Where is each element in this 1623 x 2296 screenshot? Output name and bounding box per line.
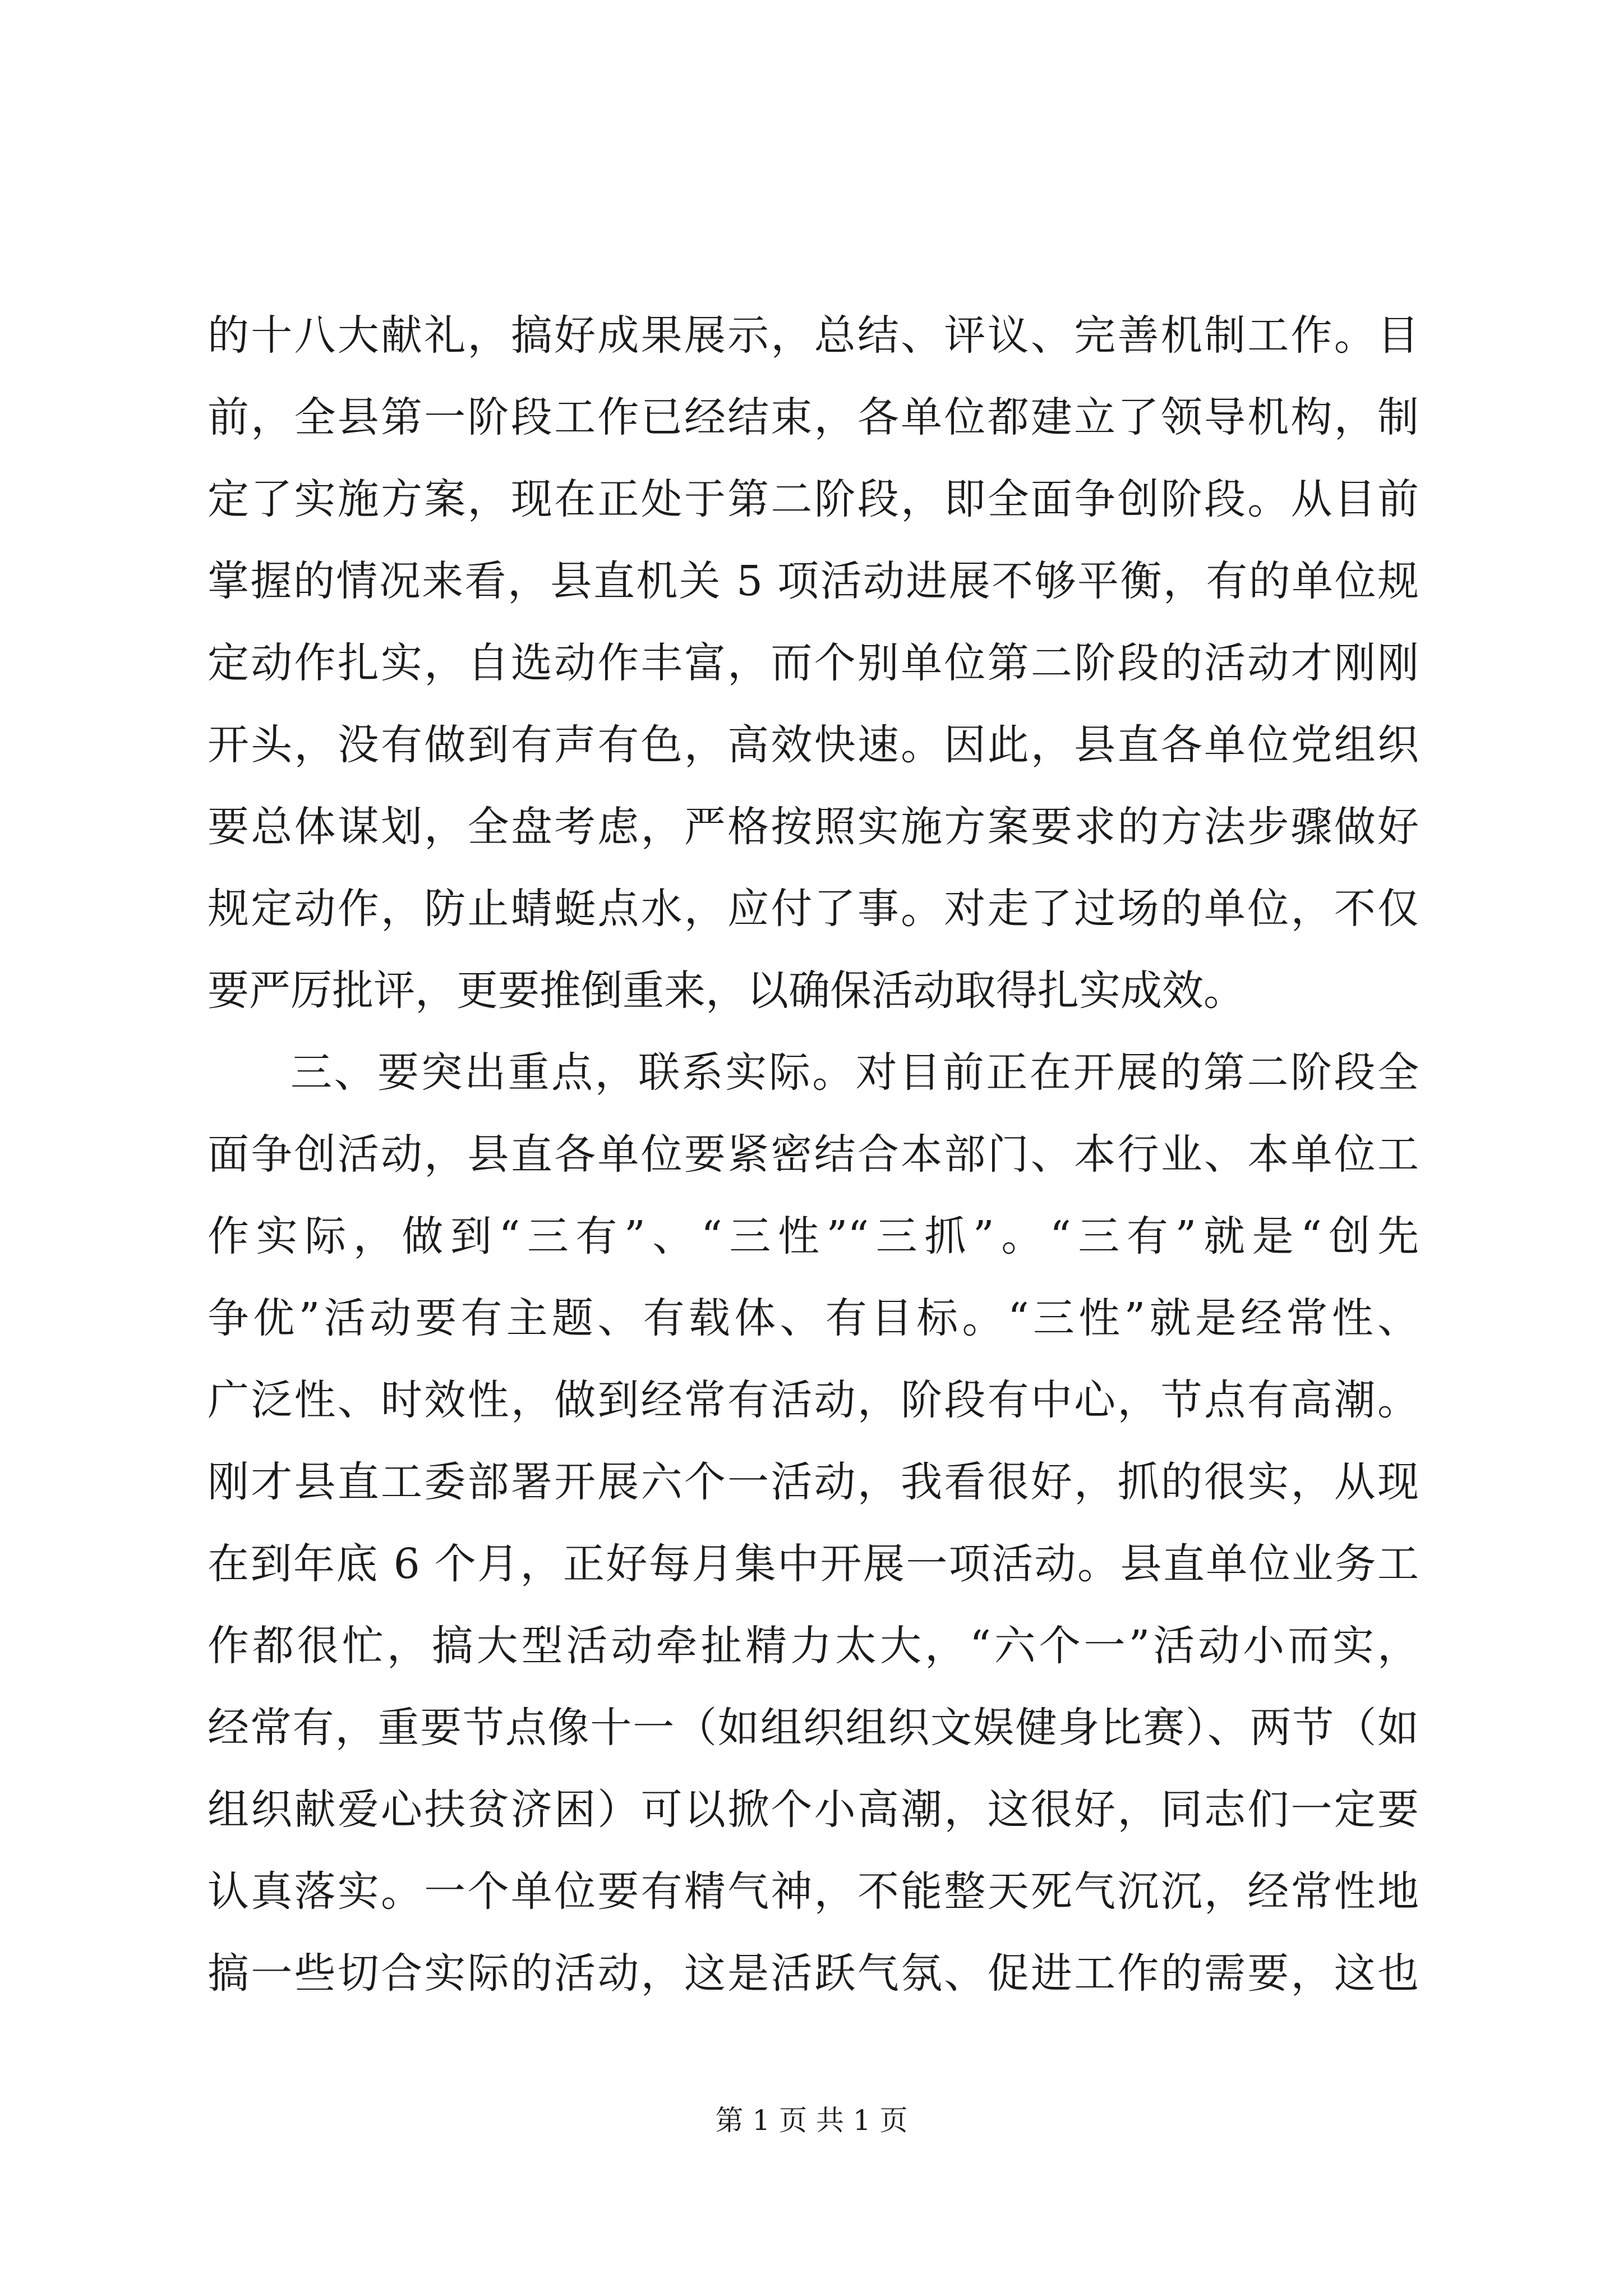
- text-line-3: 定了实施方案，现在正处于第二阶段，即全面争创阶段。从目前: [208, 475, 1419, 523]
- text-line-15: 刚才县直工委部署开展六个一活动，我看很好，抓的很实，从现: [208, 1458, 1419, 1506]
- text-line-4: 掌握的情况来看，县直机关 5 项活动进展不够平衡，有的单位规: [208, 557, 1419, 605]
- text-line-16: 在到年底 6 个月，正好每月集中开展一项活动。县直单位业务工: [208, 1540, 1419, 1588]
- text-line-9: 要严厉批评，更要推倒重来，以确保活动取得扎实成效。: [208, 967, 1245, 1015]
- text-line-2: 前，全县第一阶段工作已经结束，各单位都建立了领导机构，制: [208, 393, 1419, 441]
- text-line-8: 规定动作，防止蜻蜓点水，应付了事。对走了过场的单位，不仅: [208, 885, 1419, 933]
- text-line-13: 争优”活动要有主题、有载体、有目标。“三性”就是经常性、: [208, 1294, 1419, 1342]
- text-line-1: 的十八大献礼，搞好成果展示，总结、评议、完善机制工作。目: [208, 311, 1419, 360]
- text-line-17: 作都很忙，搞大型活动牵扯精力太大，“六个一”活动小而实，: [208, 1622, 1419, 1670]
- text-line-19: 组织献爱心扶贫济困）可以掀个小高潮，这很好，同志们一定要: [208, 1786, 1419, 1834]
- text-line-12: 作实际，做到“三有”、“三性”“三抓”。“三有”就是“创先: [208, 1212, 1419, 1260]
- page-number-label: 第 1 页 共 1 页: [715, 2104, 908, 2137]
- text-line-14: 广泛性、时效性，做到经常有活动，阶段有中心，节点有高潮。: [208, 1376, 1419, 1424]
- text-line-11: 面争创活动，县直各单位要紧密结合本部门、本行业、本单位工: [208, 1130, 1419, 1179]
- text-line-18: 经常有，重要节点像十一（如组织组织文娱健身比赛）、两节（如: [208, 1704, 1419, 1752]
- text-line-20: 认真落实。一个单位要有精气神，不能整天死气沉沉，经常性地: [208, 1867, 1419, 1916]
- text-line-7: 要总体谋划，全盘考虑，严格按照实施方案要求的方法步骤做好: [208, 803, 1419, 851]
- page-footer: [0, 2098, 1623, 2143]
- text-line-21: 搞一些切合实际的活动，这是活跃气氛、促进工作的需要，这也: [208, 1949, 1419, 1998]
- body-text: [208, 295, 1419, 2014]
- text-line-6: 开头，没有做到有声有色，高效快速。因此，县直各单位党组织: [208, 721, 1419, 769]
- text-line-10: 三、要突出重点，联系实际。对目前正在开展的第二阶段全: [291, 1048, 1419, 1097]
- text-line-5: 定动作扎实，自选动作丰富，而个别单位第二阶段的活动才刚刚: [208, 639, 1419, 687]
